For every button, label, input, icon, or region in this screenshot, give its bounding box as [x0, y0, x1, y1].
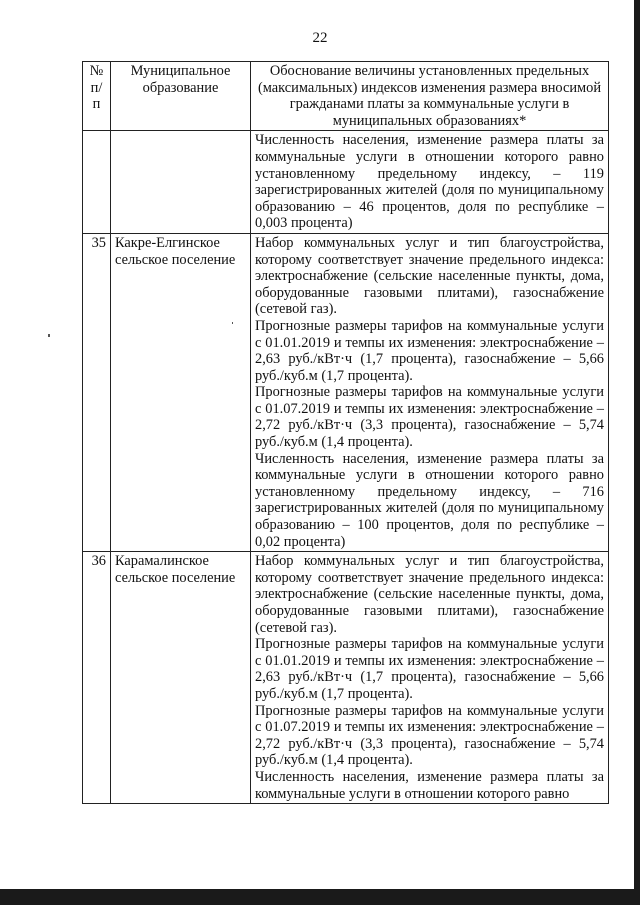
paragraph: Набор коммунальных услуг и тип благоустройства, которому соответствует значение предельного индекса: электроснабжение (сельские населенные пункты, дома, оборудованные газовыми плитами), газоснабжение (сетевой газ). — [255, 553, 604, 636]
row-number: 36 — [83, 552, 111, 804]
scan-speck — [48, 334, 50, 337]
paragraph: Прогнозные размеры тарифов на коммунальные услуги с 01.07.2019 и темпы их изменения: электроснабжение – 2,72 руб./кВт·ч (3,3 процента), газоснабжение – 5,74 руб./куб.м (1,4 процента). — [255, 384, 604, 451]
paragraph: Численность населения, изменение размера платы за коммунальные услуги в отношении которого равно установленному предельному индексу, – 716 зарегистрированных жителей (доля по муниципальному образованию – 100 процентов, доля по республике – 0,02 процента) — [255, 450, 604, 550]
table-row — [83, 131, 609, 234]
page-number: 22 — [312, 30, 328, 46]
row-justification — [251, 552, 609, 804]
row-justification — [251, 233, 609, 551]
paragraph: Прогнозные размеры тарифов на коммунальные услуги с 01.01.2019 и темпы их изменения: электроснабжение – 2,63 руб./кВт·ч (1,7 процента), газоснабжение – 5,66 руб./куб.м (1,7 процента). — [255, 317, 604, 384]
tariff-table — [82, 61, 609, 804]
header-number: № п/п — [83, 62, 111, 131]
paragraph: Прогнозные размеры тарифов на коммунальные услуги с 01.07.2019 и темпы их изменения: электроснабжение – 2,72 руб./кВт·ч (3,3 процента), газоснабжение – 5,74 руб./куб.м (1,4 процента). — [255, 702, 604, 769]
scan-edge-right — [634, 0, 640, 905]
row-municipality: Какре-Елгинское сельское поселение — [111, 233, 251, 551]
paragraph: Набор коммунальных услуг и тип благоустройства, которому соответствует значение предельного индекса: электроснабжение (сельские населенные пункты, дома, оборудованные газовыми плитами), газоснабжение (сетевой газ). — [255, 234, 604, 318]
paragraph: Прогнозные размеры тарифов на коммунальные услуги с 01.01.2019 и темпы их изменения: электроснабжение – 2,63 руб./кВт·ч (1,7 процента), газоснабжение – 5,66 руб./куб.м (1,7 процента). — [255, 636, 604, 702]
paragraph: Численность населения, изменение размера платы за коммунальные услуги в отношении которого равно — [255, 768, 604, 802]
scan-edge-bottom — [0, 889, 640, 905]
table-row — [83, 233, 609, 551]
row-number — [83, 131, 111, 234]
row-number: 35 — [83, 233, 111, 551]
row-justification — [251, 131, 609, 234]
header-municipality: Муниципальное образование — [111, 62, 251, 131]
row-municipality: Карамалинское сельское поселение — [111, 552, 251, 804]
row-municipality — [111, 131, 251, 234]
paragraph: Численность населения, изменение размера платы за коммунальные услуги в отношении которого равно установленному предельному индексу, – 119 зарегистрированных жителей (доля по муниципальному образованию – 46 процентов, доля по республике – 0,003 процента) — [255, 132, 604, 232]
header-justification: Обоснование величины установленных предельных (максимальных) индексов изменения размера вносимой гражданами платы за коммунальные услуги в муниципальных образованиях* — [251, 62, 609, 131]
table-header-row — [83, 62, 609, 131]
table-row — [83, 552, 609, 804]
